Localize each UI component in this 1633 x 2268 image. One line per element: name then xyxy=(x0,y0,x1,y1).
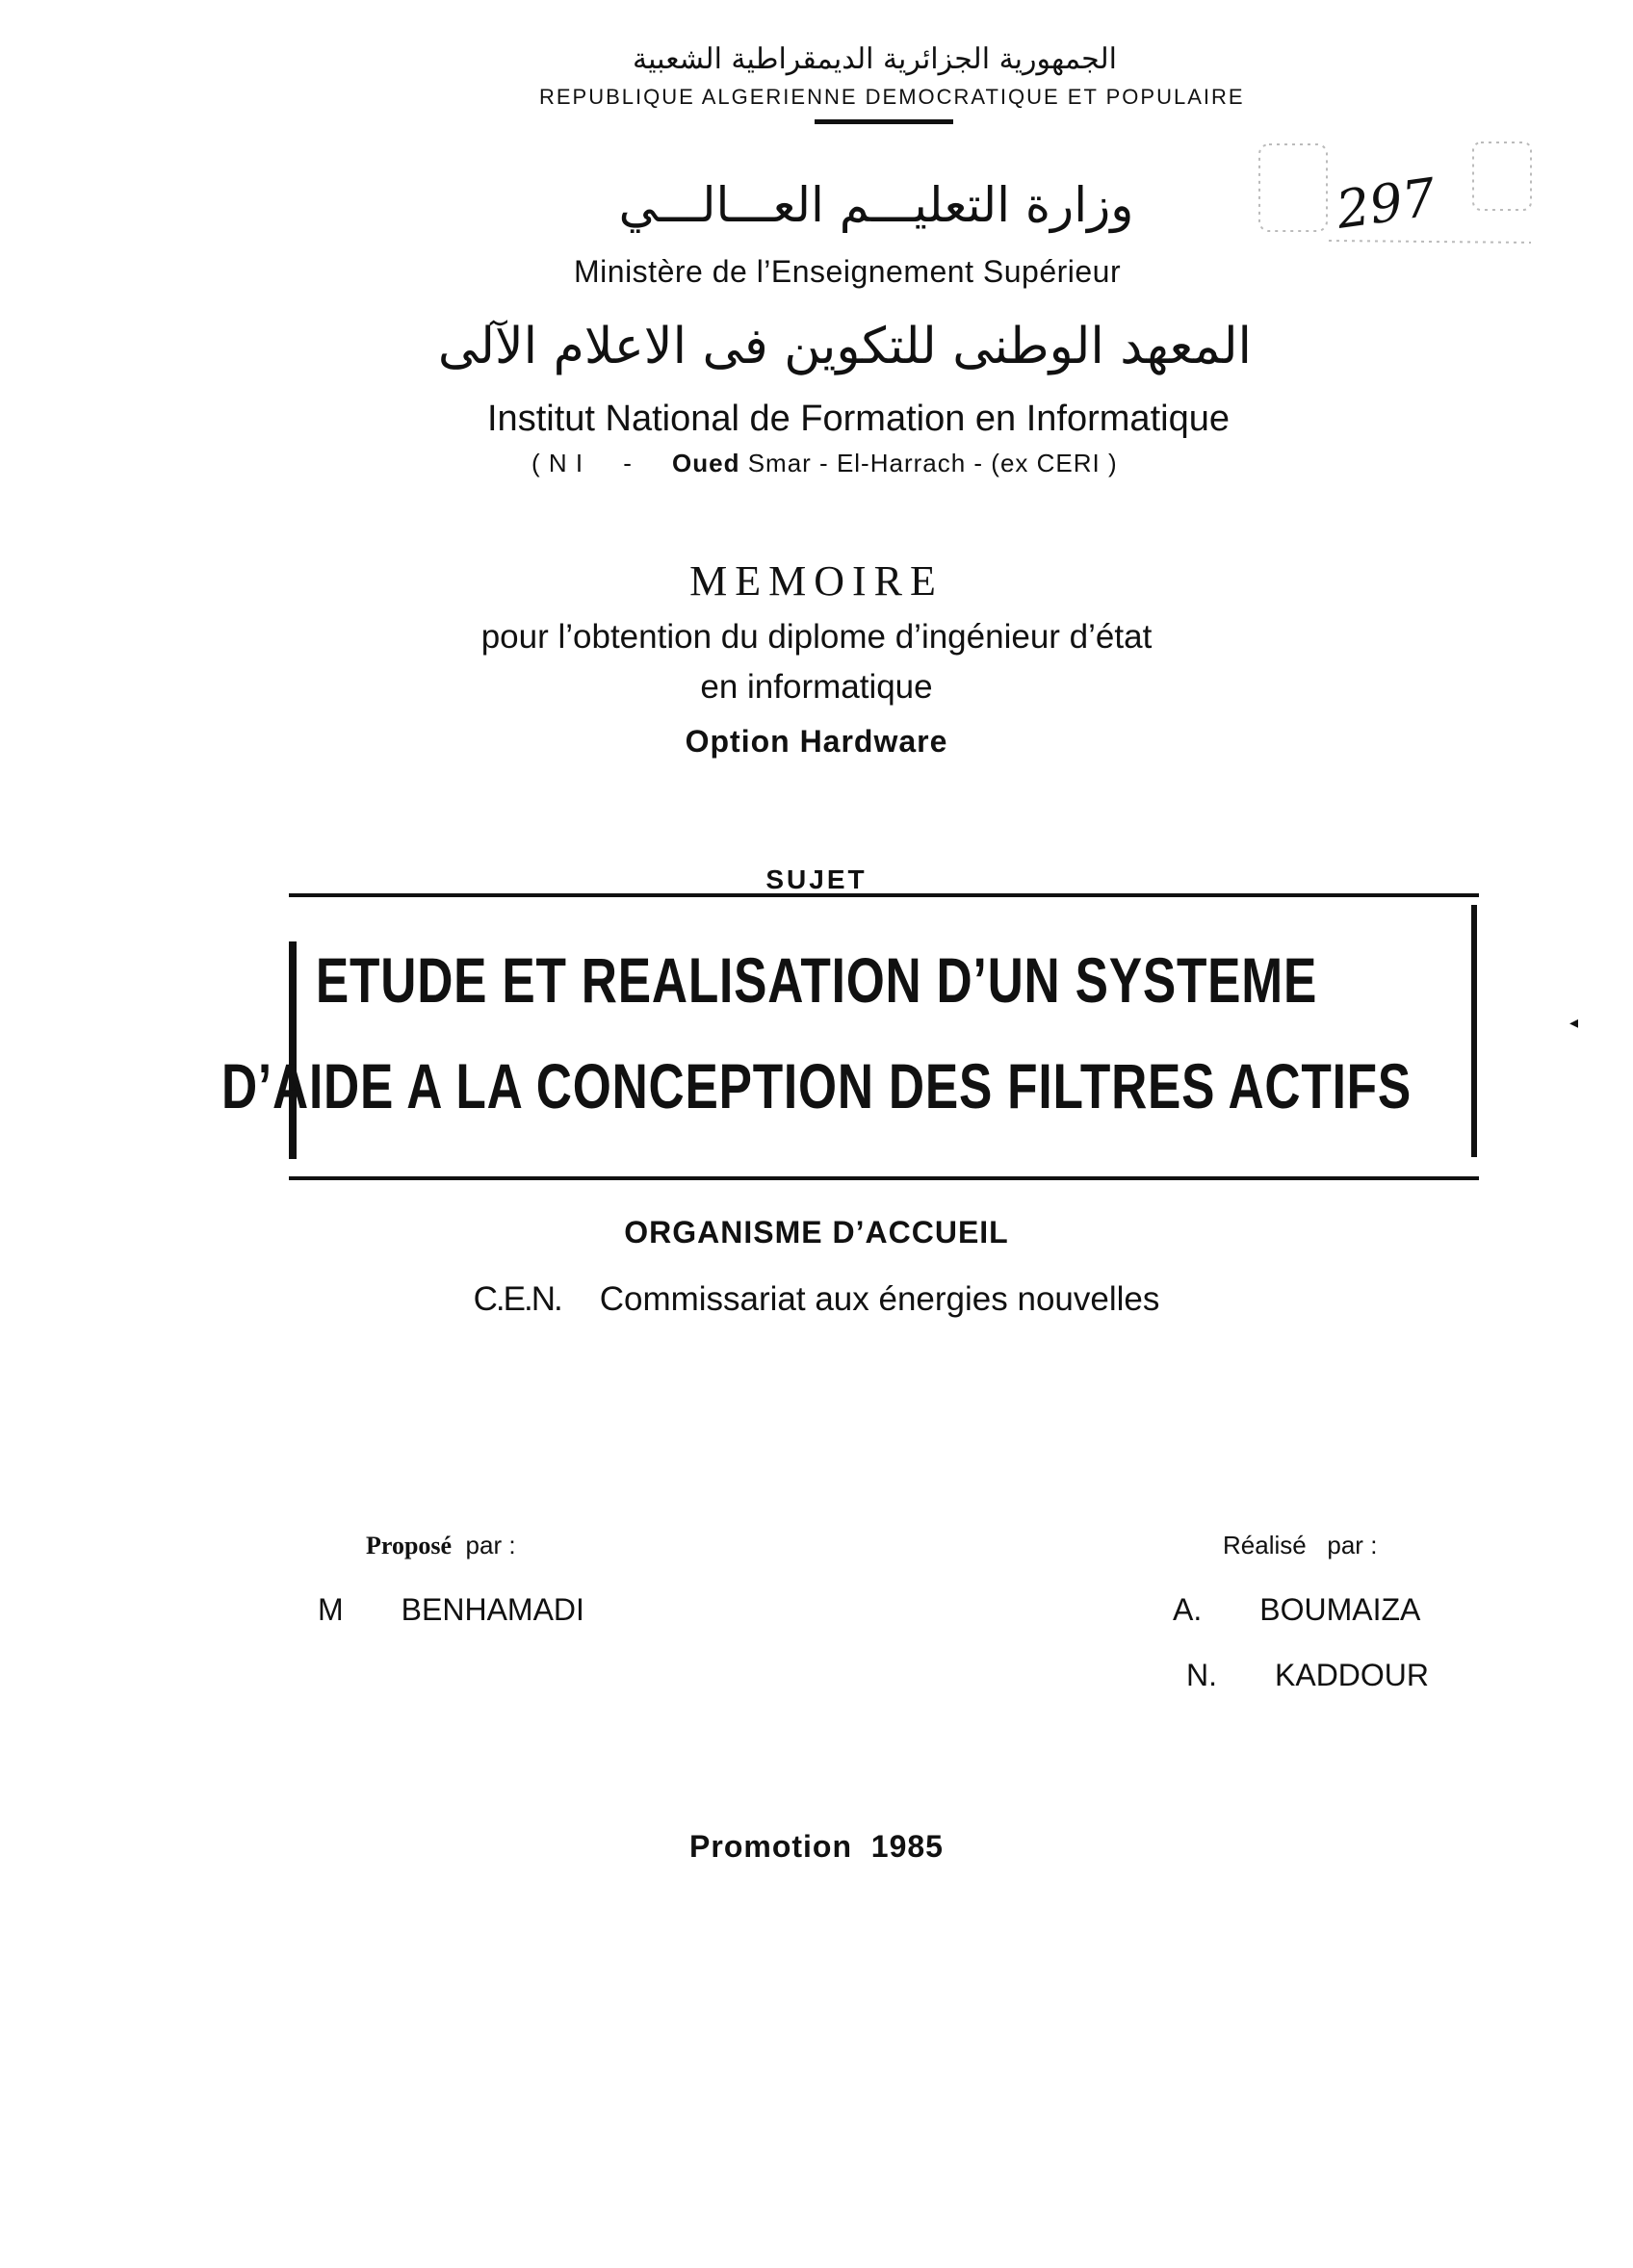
author1-name: BOUMAIZA xyxy=(1259,1592,1421,1627)
subject-title-line2: D’AIDE A LA CONCEPTION DES FILTRES ACTIFS xyxy=(220,1050,1413,1121)
host-label: ORGANISME D’ACCUEIL xyxy=(624,1215,1009,1250)
author1-row xyxy=(1173,1592,1420,1628)
institute-address xyxy=(531,449,1118,478)
host-name: Commissariat aux énergies nouvelles xyxy=(599,1280,1160,1318)
promotion-label: Promotion xyxy=(689,1829,852,1864)
proposed-suffix: par : xyxy=(465,1531,516,1559)
host-acronym: C.E.N. xyxy=(473,1280,561,1318)
subject-frame-right-bar xyxy=(1471,905,1477,1157)
memoire-title: MEMOIRE xyxy=(689,557,944,605)
subject-title-line1: ETUDE ET REALISATION D’UN SYSTEME xyxy=(315,944,1318,1016)
proposer-name: BENHAMADI xyxy=(401,1592,584,1627)
proposed-word: Proposé xyxy=(366,1532,453,1559)
institute-arabic: المعهد الوطنى للتكوين فى الاعلام الآلى xyxy=(437,318,1252,375)
promotion-line xyxy=(0,1829,1633,1865)
proposer-initial: M xyxy=(318,1592,344,1627)
subject-frame xyxy=(289,893,1479,1180)
field-line: en informatique xyxy=(700,668,933,706)
realised-by-label xyxy=(1223,1531,1377,1560)
proposer-row xyxy=(318,1592,584,1628)
realised-suffix: par : xyxy=(1327,1531,1378,1559)
handwritten-number: 297 xyxy=(1333,167,1439,241)
author2-name: KADDOUR xyxy=(1275,1658,1430,1692)
institute-dash: - xyxy=(623,449,633,477)
ministry-french: Ministère de l’Enseignement Supérieur xyxy=(574,254,1122,289)
promotion-year: 1985 xyxy=(870,1829,944,1864)
author2-initial: N. xyxy=(1186,1658,1217,1692)
institute-location: Smar - El-Harrach - (ex CERI ) xyxy=(747,449,1118,477)
realised-word: Réalisé xyxy=(1223,1531,1307,1559)
institute-french: Institut National de Formation en Informatique xyxy=(487,399,1230,439)
republic-french: REPUBLIQUE ALGERIENNE DEMOCRATIQUE ET POPULAIRE xyxy=(539,85,1245,109)
option-line: Option Hardware xyxy=(685,724,948,759)
margin-arrow-icon: ◂ xyxy=(1569,1013,1579,1032)
author1-initial: A. xyxy=(1173,1592,1203,1627)
ministry-arabic: وزارة التعليـــم العـــالـــي xyxy=(618,177,1134,233)
subject-label: SUJET xyxy=(765,864,868,894)
author2-row xyxy=(1186,1658,1429,1693)
diploma-line: pour l’obtention du diplome d’ingénieur d’état xyxy=(480,618,1153,656)
host-row xyxy=(0,1280,1633,1319)
institute-oued: Oued xyxy=(672,449,740,477)
header-rule xyxy=(815,119,953,124)
institute-ini: ( N I xyxy=(531,449,584,477)
proposed-by-label xyxy=(366,1531,516,1560)
republic-arabic: الجمهورية الجزائرية الديمقراطية الشعبية xyxy=(633,42,1117,76)
